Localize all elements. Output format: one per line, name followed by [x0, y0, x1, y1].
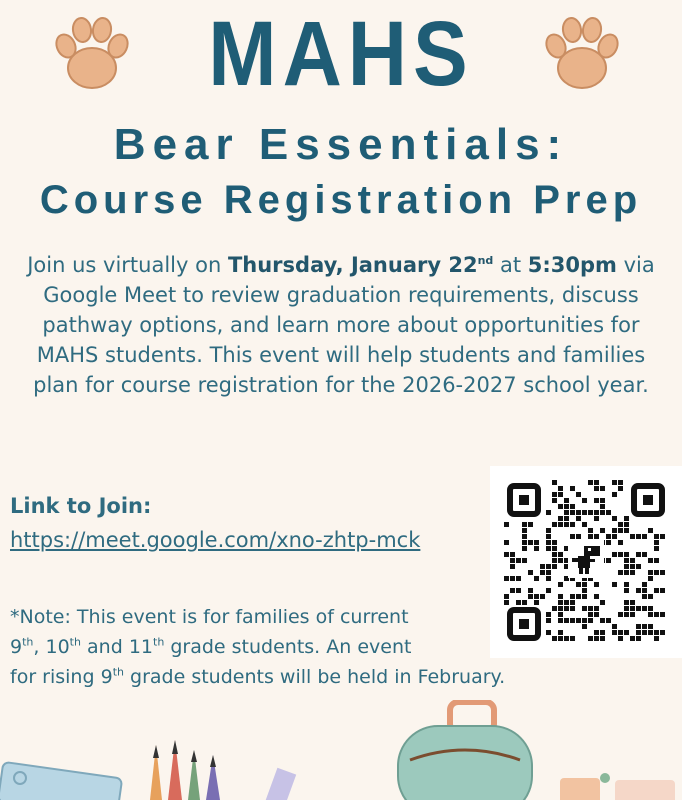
event-time: 5:30pm	[527, 253, 617, 277]
note-line-1: *Note: This event is for families of current	[10, 606, 409, 628]
backpack-icon	[398, 702, 532, 800]
link-label: Link to Join:	[10, 494, 152, 518]
intro-text: Join us virtually on	[27, 253, 222, 277]
subtitle-line-2: Course Registration Prep	[39, 178, 643, 222]
pencil-icon	[150, 740, 220, 800]
dinosaur-icon	[568, 540, 604, 578]
event-description	[12, 250, 670, 400]
at-text: at	[499, 253, 522, 277]
meet-link[interactable]: https://meet.google.com/xno-zhtp-mck	[10, 528, 421, 552]
school-supplies-illustration	[0, 700, 682, 800]
subtitle-line-1: Bear Essentials:	[113, 120, 569, 169]
note-line-2: 9th, 10th and 11th grade students. An event	[10, 635, 412, 658]
note-line-3: for rising 9th grade students will be held in February.	[10, 665, 506, 688]
page-title: MAHS	[208, 3, 474, 106]
folder-icon	[0, 762, 122, 800]
event-date: Thursday, January 22nd	[227, 253, 494, 277]
note-text	[10, 602, 610, 692]
description-rest: via Google Meet to review graduation requirements, discuss pathway options, and learn more about opportunities for MAHS students. This event will help students and families plan for course registration for the 2026-2027 school year.	[33, 253, 655, 397]
